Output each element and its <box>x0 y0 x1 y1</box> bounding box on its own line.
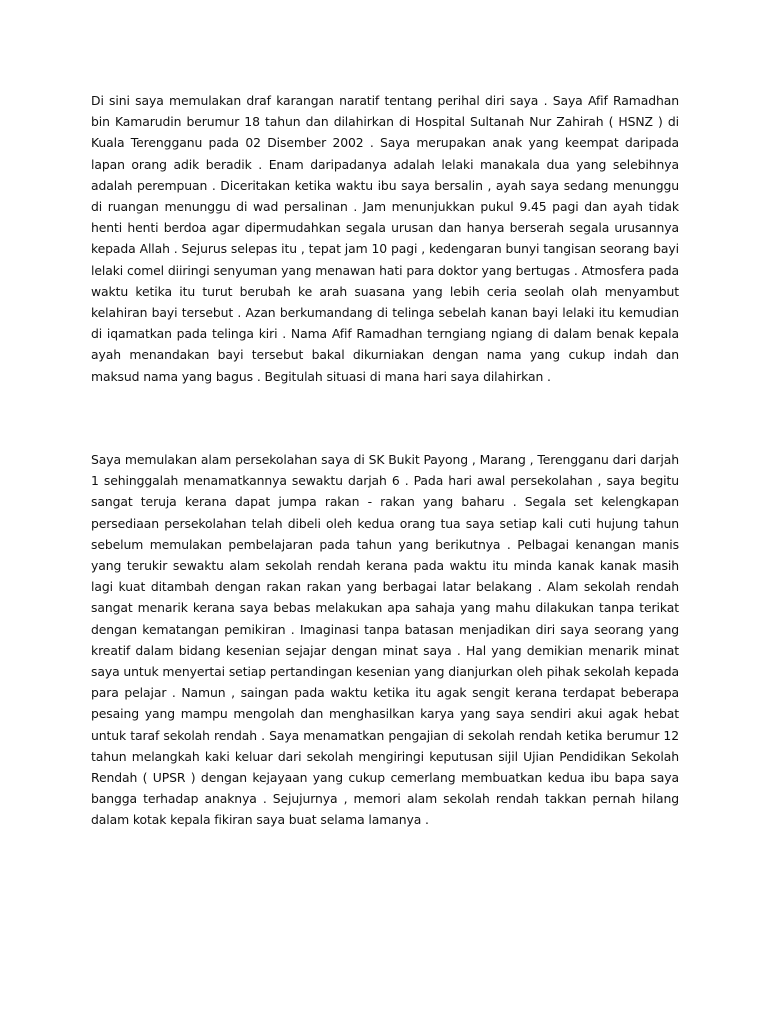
paragraph-birth-story: Di sini saya memulakan draf karangan naratif tentang perihal diri saya . Saya Afif Ramadhan bin Kamarudin berumur 18 tahun dan dilahirkan di Hospital Sultanah Nur Zahirah ( HSNZ ) di Kuala Terengganu pada 02 Disember 2002 . Saya merupakan anak yang keempat daripada lapan orang adik beradik . Enam daripadanya adalah lelaki manakala dua yang selebihnya adalah perempuan . Diceritakan ketika waktu ibu saya bersalin , ayah saya sedang menunggu di ruangan menunggu di wad persalinan . Jam menunjukkan pukul 9.45 pagi dan ayah tidak henti henti berdoa agar dipermudahkan segala urusan dan hanya berserah segala urusannya kepada Allah . Sejurus selepas itu , tepat jam 10 pagi , kedengaran bunyi tangisan seorang bayi lelaki comel diiringi senyuman yang menawan hati para doktor yang bertugas . Atmosfera pada waktu ketika itu turut berubah ke arah suasana yang lebih ceria seolah olah menyambut kelahiran bayi tersebut . Azan berkumandang di telinga sebelah kanan bayi lelaki itu kemudian di iqamatkan pada telinga kiri . Nama Afif Ramadhan terngiang ngiang di dalam benak kepala ayah menandakan bayi tersebut bakal dikurniakan dengan nama yang cukup indah dan maksud nama yang bagus . Begitulah situasi di mana hari saya dilahirkan . <box>91 93 679 384</box>
paragraph-primary-school: Saya memulakan alam persekolahan saya di SK Bukit Payong , Marang , Terengganu dari darjah 1 sehinggalah menamatkannya sewaktu darjah 6 . Pada hari awal persekolahan , saya begitu sangat teruja kerana dapat jumpa rakan - rakan yang baharu . Segala set kelengkapan persediaan persekolahan telah dibeli oleh kedua orang tua saya setiap kali cuti hujung tahun sebelum memulakan pembelajaran pada tahun yang berikutnya . Pelbagai kenangan manis yang terukir sewaktu alam sekolah rendah kerana pada waktu itu minda kanak kanak masih lagi kuat ditambah dengan rakan rakan yang berbagai latar belakang . Alam sekolah rendah sangat menarik kerana saya bebas melakukan apa sahaja yang mahu dilakukan tanpa terikat dengan kematangan pemikiran . Imaginasi tanpa batasan menjadikan diri saya seorang yang kreatif dalam bidang kesenian sejajar dengan minat saya . Hal yang demikian menarik minat saya untuk menyertai setiap pertandingan kesenian yang dianjurkan oleh pihak sekolah kepada para pelajar . Namun , saingan pada waktu ketika itu agak sengit kerana terdapat beberapa pesaing yang mampu mengolah dan menghasilkan karya yang saya sendiri akui agak hebat untuk taraf sekolah rendah . Saya menamatkan pengajian di sekolah rendah ketika berumur 12 tahun melangkah kaki keluar dari sekolah mengiringi keputusan sijil Ujian Pendidikan Sekolah Rendah ( UPSR ) dengan kejayaan yang cukup cemerlang membuatkan kedua ibu bapa saya bangga terhadap anaknya . Sejujurnya , memori alam sekolah rendah takkan pernah hilang dalam kotak kepala fikiran saya buat selama lamanya . <box>91 452 679 828</box>
